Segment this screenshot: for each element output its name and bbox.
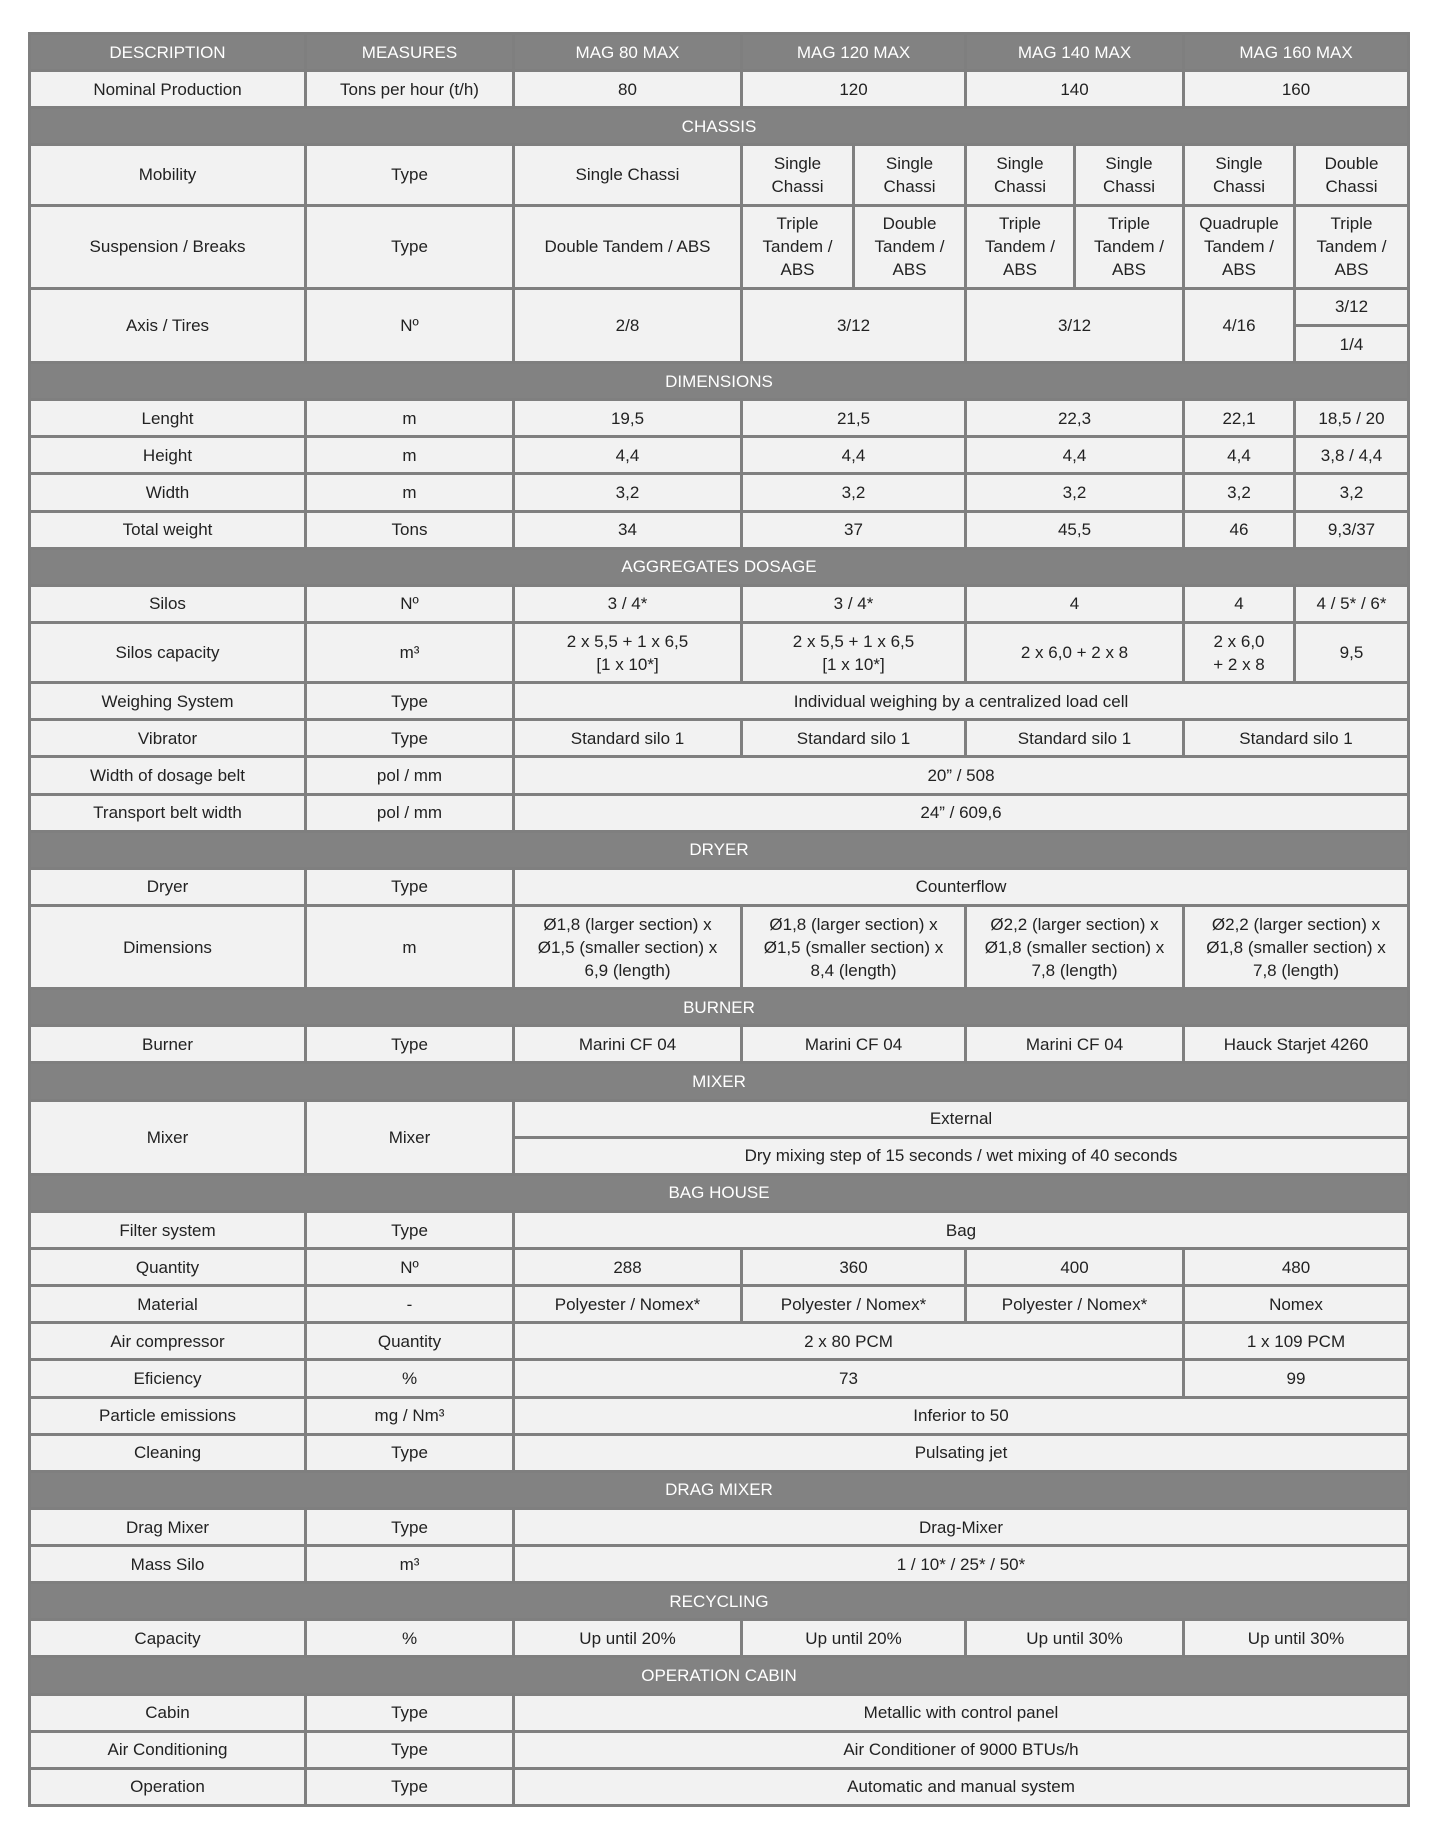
section-title-chassis: CHASSIS bbox=[30, 108, 1409, 145]
cell-mag-140: 45,5 bbox=[966, 511, 1184, 548]
row-label: Mass Silo bbox=[30, 1546, 306, 1583]
cell-mag-140: Standard silo 1 bbox=[966, 720, 1184, 757]
section-header bbox=[30, 363, 1409, 400]
row-unit: m³ bbox=[306, 1546, 514, 1583]
row-label: Air Conditioning bbox=[30, 1731, 306, 1768]
row-unit: Type bbox=[306, 1768, 514, 1805]
cell-all-models: Inferior to 50 bbox=[514, 1397, 1409, 1434]
row-unit: m³ bbox=[306, 622, 514, 682]
specifications-table bbox=[28, 32, 1410, 1807]
row-label: Transport belt width bbox=[30, 794, 306, 831]
section-header bbox=[30, 1174, 1409, 1211]
row-label: Mobility bbox=[30, 145, 306, 205]
section-title-bag-house: BAG HOUSE bbox=[30, 1174, 1409, 1211]
cell-mag-160b: Double Chassi bbox=[1295, 145, 1409, 205]
row-label: Suspension / Breaks bbox=[30, 205, 306, 288]
row-label: Cabin bbox=[30, 1694, 306, 1731]
cell-mag-140: Polyester / Nomex* bbox=[966, 1286, 1184, 1323]
row-label: Dryer bbox=[30, 868, 306, 905]
cell-mag-80: 19,5 bbox=[514, 400, 742, 437]
row-unit: Mixer bbox=[306, 1100, 514, 1174]
row-label: Eficiency bbox=[30, 1360, 306, 1397]
row-label: Air compressor bbox=[30, 1323, 306, 1360]
cell-all-models: Counterflow bbox=[514, 868, 1409, 905]
cell-mag-160b: 18,5 / 20 bbox=[1295, 400, 1409, 437]
cell-mag-80: Single Chassi bbox=[514, 145, 742, 205]
section-title-burner: BURNER bbox=[30, 989, 1409, 1026]
table-row bbox=[30, 1286, 1409, 1323]
cell-mag-80: Standard silo 1 bbox=[514, 720, 742, 757]
cell-mag-80: Ø1,8 (larger section) x Ø1,5 (smaller section) x 6,9 (length) bbox=[514, 905, 742, 988]
table-row bbox=[30, 205, 1409, 288]
cell-mag-120: 3,2 bbox=[742, 474, 966, 511]
row-unit: m bbox=[306, 437, 514, 474]
cell-mag-160: 160 bbox=[1184, 71, 1409, 108]
row-label: Width of dosage belt bbox=[30, 757, 306, 794]
table-row bbox=[30, 1360, 1409, 1397]
section-title-dimensions: DIMENSIONS bbox=[30, 363, 1409, 400]
cell-mag-80: 4,4 bbox=[514, 437, 742, 474]
row-label: Nominal Production bbox=[30, 71, 306, 108]
cell-mag-140: 4,4 bbox=[966, 437, 1184, 474]
cell-mag-80: Up until 20% bbox=[514, 1620, 742, 1657]
cell-mag-80: 80 bbox=[514, 71, 742, 108]
cell-all-models: Bag bbox=[514, 1211, 1409, 1248]
row-unit: m bbox=[306, 400, 514, 437]
cell-mag-160a: 22,1 bbox=[1184, 400, 1295, 437]
cell-mag-140b: Triple Tandem / ABS bbox=[1075, 205, 1184, 288]
header-measures: MEASURES bbox=[306, 34, 514, 71]
table-row bbox=[30, 622, 1409, 682]
cell-mag-80: 3 / 4* bbox=[514, 585, 742, 622]
cell-mag-120: Polyester / Nomex* bbox=[742, 1286, 966, 1323]
cell-mag-80: Double Tandem / ABS bbox=[514, 205, 742, 288]
cell-mag-160b: 3,2 bbox=[1295, 474, 1409, 511]
cell-mag-160a: 4 bbox=[1184, 585, 1295, 622]
cell-mag-160: 480 bbox=[1184, 1249, 1409, 1286]
row-unit: Type bbox=[306, 868, 514, 905]
row-unit: Type bbox=[306, 1211, 514, 1248]
table-row bbox=[30, 1546, 1409, 1583]
table-row bbox=[30, 288, 1409, 325]
row-label: Particle emissions bbox=[30, 1397, 306, 1434]
table-row bbox=[30, 1508, 1409, 1545]
cell-mag-80: 288 bbox=[514, 1249, 742, 1286]
cell-mag-140: 22,3 bbox=[966, 400, 1184, 437]
cell-mag-160: Ø2,2 (larger section) x Ø1,8 (smaller section) x 7,8 (length) bbox=[1184, 905, 1409, 988]
row-unit: Type bbox=[306, 1026, 514, 1063]
row-label: Mixer bbox=[30, 1100, 306, 1174]
cell-all-models: 20” / 508 bbox=[514, 757, 1409, 794]
cell-mag-160a: 3,2 bbox=[1184, 474, 1295, 511]
cell-mag-140: 4 bbox=[966, 585, 1184, 622]
cell-all-models: Dry mixing step of 15 seconds / wet mixing of 40 seconds bbox=[514, 1137, 1409, 1174]
cell-mag-120: Marini CF 04 bbox=[742, 1026, 966, 1063]
cell-mag-120a: Single Chassi bbox=[742, 145, 854, 205]
cell-all-models: Drag-Mixer bbox=[514, 1508, 1409, 1545]
row-unit: Type bbox=[306, 205, 514, 288]
header-description: DESCRIPTION bbox=[30, 34, 306, 71]
section-title-recycling: RECYCLING bbox=[30, 1583, 1409, 1620]
table-row bbox=[30, 1694, 1409, 1731]
table-row bbox=[30, 1768, 1409, 1805]
cell-mag-140: Marini CF 04 bbox=[966, 1026, 1184, 1063]
section-header bbox=[30, 1063, 1409, 1100]
section-header bbox=[30, 989, 1409, 1026]
table-row bbox=[30, 1731, 1409, 1768]
cell-mag-140: 3/12 bbox=[966, 288, 1184, 362]
header-mag-140: MAG 140 MAX bbox=[966, 34, 1184, 71]
cell-all-models: Pulsating jet bbox=[514, 1434, 1409, 1471]
header-row bbox=[30, 34, 1409, 71]
section-title-dryer: DRYER bbox=[30, 831, 1409, 868]
row-unit: Tons bbox=[306, 511, 514, 548]
cell-mag-160a: Single Chassi bbox=[1184, 145, 1295, 205]
row-unit: Type bbox=[306, 1731, 514, 1768]
row-unit: Tons per hour (t/h) bbox=[306, 71, 514, 108]
section-header bbox=[30, 831, 1409, 868]
cell-mag-160: 1 x 109 PCM bbox=[1184, 1323, 1409, 1360]
section-header bbox=[30, 108, 1409, 145]
row-unit: Quantity bbox=[306, 1323, 514, 1360]
cell-mag-120: Ø1,8 (larger section) x Ø1,5 (smaller section) x 8,4 (length) bbox=[742, 905, 966, 988]
row-unit: % bbox=[306, 1360, 514, 1397]
row-unit: - bbox=[306, 1286, 514, 1323]
header-mag-80: MAG 80 MAX bbox=[514, 34, 742, 71]
cell-mag-140b: Single Chassi bbox=[1075, 145, 1184, 205]
cell-mag-140: 2 x 6,0 + 2 x 8 bbox=[966, 622, 1184, 682]
cell-mag-120a: Triple Tandem / ABS bbox=[742, 205, 854, 288]
cell-mag-80-140: 2 x 80 PCM bbox=[514, 1323, 1184, 1360]
table-row bbox=[30, 868, 1409, 905]
cell-mag-160a: 4,4 bbox=[1184, 437, 1295, 474]
row-label: Dimensions bbox=[30, 905, 306, 988]
cell-mag-120: 4,4 bbox=[742, 437, 966, 474]
cell-mag-120: 2 x 5,5 + 1 x 6,5 [1 x 10*] bbox=[742, 622, 966, 682]
row-unit: pol / mm bbox=[306, 757, 514, 794]
cell-mag-80: 3,2 bbox=[514, 474, 742, 511]
table-row bbox=[30, 1397, 1409, 1434]
row-unit: Nº bbox=[306, 585, 514, 622]
row-label: Quantity bbox=[30, 1249, 306, 1286]
header-mag-120: MAG 120 MAX bbox=[742, 34, 966, 71]
cell-mag-120: 360 bbox=[742, 1249, 966, 1286]
row-label: Filter system bbox=[30, 1211, 306, 1248]
cell-mag-120: Up until 20% bbox=[742, 1620, 966, 1657]
row-label: Weighing System bbox=[30, 683, 306, 720]
cell-mag-80: 2/8 bbox=[514, 288, 742, 362]
row-label: Cleaning bbox=[30, 1434, 306, 1471]
cell-mag-140: 3,2 bbox=[966, 474, 1184, 511]
row-unit: m bbox=[306, 474, 514, 511]
row-unit: Type bbox=[306, 683, 514, 720]
cell-mag-160b: 9,3/37 bbox=[1295, 511, 1409, 548]
cell-mag-160a: 2 x 6,0 + 2 x 8 bbox=[1184, 622, 1295, 682]
cell-mag-80: 2 x 5,5 + 1 x 6,5 [1 x 10*] bbox=[514, 622, 742, 682]
cell-mag-160b: Triple Tandem / ABS bbox=[1295, 205, 1409, 288]
table-row bbox=[30, 794, 1409, 831]
table-row bbox=[30, 905, 1409, 988]
cell-mag-80: 34 bbox=[514, 511, 742, 548]
table-row bbox=[30, 1100, 1409, 1137]
cell-mag-140: 140 bbox=[966, 71, 1184, 108]
cell-all-models: Air Conditioner of 9000 BTUs/h bbox=[514, 1731, 1409, 1768]
section-title-mixer: MIXER bbox=[30, 1063, 1409, 1100]
section-title-aggregates-dosage: AGGREGATES DOSAGE bbox=[30, 548, 1409, 585]
cell-mag-120: 3 / 4* bbox=[742, 585, 966, 622]
section-header bbox=[30, 1657, 1409, 1694]
cell-mag-160: 99 bbox=[1184, 1360, 1409, 1397]
row-label: Width bbox=[30, 474, 306, 511]
table-row bbox=[30, 1249, 1409, 1286]
row-unit: Type bbox=[306, 1434, 514, 1471]
cell-all-models: External bbox=[514, 1100, 1409, 1137]
row-label: Total weight bbox=[30, 511, 306, 548]
cell-mag-160a: Quadruple Tandem / ABS bbox=[1184, 205, 1295, 288]
cell-all-models: 24” / 609,6 bbox=[514, 794, 1409, 831]
cell-mag-140a: Single Chassi bbox=[966, 145, 1075, 205]
cell-mag-160b-top: 3/12 bbox=[1295, 288, 1409, 325]
cell-mag-120: Standard silo 1 bbox=[742, 720, 966, 757]
row-label: Capacity bbox=[30, 1620, 306, 1657]
section-header bbox=[30, 548, 1409, 585]
row-unit: pol / mm bbox=[306, 794, 514, 831]
cell-all-models: 1 / 10* / 25* / 50* bbox=[514, 1546, 1409, 1583]
cell-mag-160b: 4 / 5* / 6* bbox=[1295, 585, 1409, 622]
cell-mag-120: 37 bbox=[742, 511, 966, 548]
section-title-drag-mixer: DRAG MIXER bbox=[30, 1471, 1409, 1508]
table-row bbox=[30, 757, 1409, 794]
table-row bbox=[30, 585, 1409, 622]
row-label: Height bbox=[30, 437, 306, 474]
cell-mag-80-140: 73 bbox=[514, 1360, 1184, 1397]
table-row bbox=[30, 683, 1409, 720]
table-row bbox=[30, 145, 1409, 205]
cell-mag-80: Marini CF 04 bbox=[514, 1026, 742, 1063]
section-title-operation-cabin: OPERATION CABIN bbox=[30, 1657, 1409, 1694]
row-unit: m bbox=[306, 905, 514, 988]
row-label: Silos bbox=[30, 585, 306, 622]
cell-mag-160b: 3,8 / 4,4 bbox=[1295, 437, 1409, 474]
cell-mag-160: Up until 30% bbox=[1184, 1620, 1409, 1657]
table-row bbox=[30, 400, 1409, 437]
table-row bbox=[30, 1434, 1409, 1471]
cell-mag-140: 400 bbox=[966, 1249, 1184, 1286]
section-header bbox=[30, 1583, 1409, 1620]
row-label: Drag Mixer bbox=[30, 1508, 306, 1545]
row-unit: Type bbox=[306, 1694, 514, 1731]
row-unit: Type bbox=[306, 720, 514, 757]
section-header bbox=[30, 1471, 1409, 1508]
cell-all-models: Automatic and manual system bbox=[514, 1768, 1409, 1805]
cell-mag-160a: 46 bbox=[1184, 511, 1295, 548]
header-mag-160: MAG 160 MAX bbox=[1184, 34, 1409, 71]
cell-mag-160: Hauck Starjet 4260 bbox=[1184, 1026, 1409, 1063]
cell-mag-80: Polyester / Nomex* bbox=[514, 1286, 742, 1323]
cell-all-models: Individual weighing by a centralized load cell bbox=[514, 683, 1409, 720]
cell-mag-120: 21,5 bbox=[742, 400, 966, 437]
cell-mag-120b: Double Tandem / ABS bbox=[854, 205, 966, 288]
cell-mag-160a: 4/16 bbox=[1184, 288, 1295, 362]
row-label: Operation bbox=[30, 1768, 306, 1805]
cell-all-models: Metallic with control panel bbox=[514, 1694, 1409, 1731]
row-unit: % bbox=[306, 1620, 514, 1657]
cell-mag-120: 3/12 bbox=[742, 288, 966, 362]
cell-mag-120: 120 bbox=[742, 71, 966, 108]
table-row bbox=[30, 1620, 1409, 1657]
row-unit: mg / Nm³ bbox=[306, 1397, 514, 1434]
cell-mag-140a: Triple Tandem / ABS bbox=[966, 205, 1075, 288]
cell-mag-120b: Single Chassi bbox=[854, 145, 966, 205]
table-row bbox=[30, 437, 1409, 474]
table-row bbox=[30, 1211, 1409, 1248]
cell-mag-160b: 9,5 bbox=[1295, 622, 1409, 682]
table-row bbox=[30, 720, 1409, 757]
cell-mag-160: Standard silo 1 bbox=[1184, 720, 1409, 757]
table-row bbox=[30, 71, 1409, 108]
row-label: Burner bbox=[30, 1026, 306, 1063]
table-row bbox=[30, 1323, 1409, 1360]
row-unit: Nº bbox=[306, 1249, 514, 1286]
row-unit: Type bbox=[306, 145, 514, 205]
row-label: Silos capacity bbox=[30, 622, 306, 682]
table-row bbox=[30, 474, 1409, 511]
table-row bbox=[30, 511, 1409, 548]
cell-mag-140: Ø2,2 (larger section) x Ø1,8 (smaller section) x 7,8 (length) bbox=[966, 905, 1184, 988]
row-label: Lenght bbox=[30, 400, 306, 437]
row-unit: Type bbox=[306, 1508, 514, 1545]
row-label: Material bbox=[30, 1286, 306, 1323]
cell-mag-160b-bottom: 1/4 bbox=[1295, 325, 1409, 362]
row-label: Vibrator bbox=[30, 720, 306, 757]
cell-mag-160: Nomex bbox=[1184, 1286, 1409, 1323]
table-row bbox=[30, 1026, 1409, 1063]
row-label: Axis / Tires bbox=[30, 288, 306, 362]
cell-mag-140: Up until 30% bbox=[966, 1620, 1184, 1657]
row-unit: Nº bbox=[306, 288, 514, 362]
